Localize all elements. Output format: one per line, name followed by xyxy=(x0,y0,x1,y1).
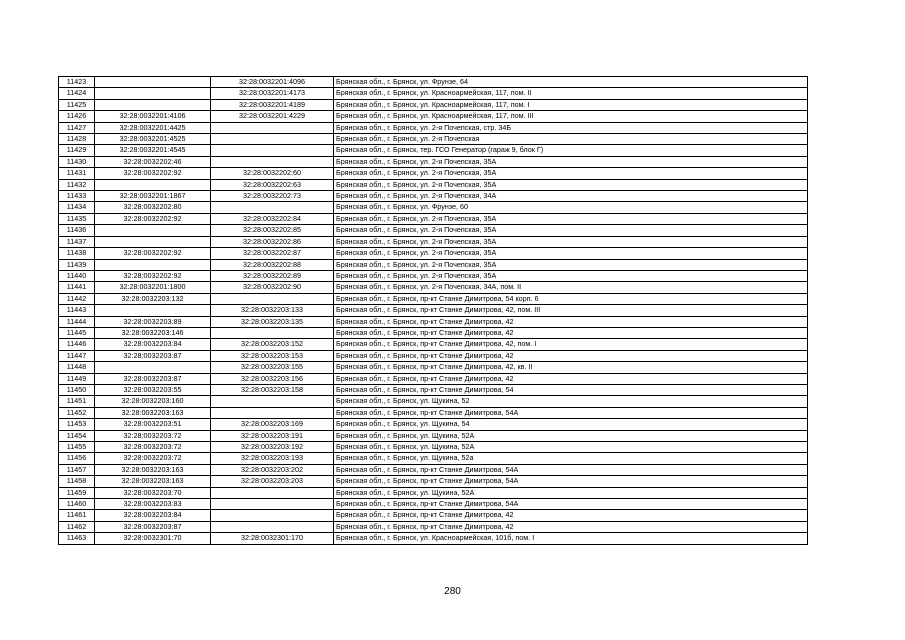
row-number-cell: 11434 xyxy=(59,202,95,213)
registry-table-body xyxy=(59,77,808,545)
row-number-cell: 11454 xyxy=(59,430,95,441)
address-cell: Брянская обл., г. Брянск, ул. Щукина, 52А xyxy=(334,487,808,498)
address-cell: Брянская обл., г. Брянск, ул. 2-я Почепская, 35А xyxy=(334,225,808,236)
cadastral-number-cell: 32:28:0032201:1800 xyxy=(95,282,211,293)
row-number-cell: 11453 xyxy=(59,419,95,430)
cadastral-number-cell: 32:28:0032203:84 xyxy=(95,339,211,350)
row-number-cell: 11448 xyxy=(59,362,95,373)
address-cell: Брянская обл., г. Брянск, ул. 2-я Почепская, 35А xyxy=(334,156,808,167)
address-cell: Брянская обл., г. Брянск, тер. ГСО Генератор (гараж 9, блок Г) xyxy=(334,145,808,156)
table-row xyxy=(59,316,808,327)
row-number-cell: 11455 xyxy=(59,442,95,453)
row-number-cell: 11439 xyxy=(59,259,95,270)
cadastral-number-cell: 32:28:0032301:70 xyxy=(95,533,211,544)
object-cadastral-number-cell xyxy=(211,510,334,521)
object-cadastral-number-cell: 32:28:0032202:84 xyxy=(211,213,334,224)
table-row xyxy=(59,384,808,395)
object-cadastral-number-cell xyxy=(211,499,334,510)
row-number-cell: 11431 xyxy=(59,168,95,179)
row-number-cell: 11428 xyxy=(59,134,95,145)
cadastral-number-cell xyxy=(95,236,211,247)
row-number-cell: 11457 xyxy=(59,464,95,475)
row-number-cell: 11433 xyxy=(59,191,95,202)
row-number-cell: 11436 xyxy=(59,225,95,236)
cadastral-number-cell: 32:28:0032202:80 xyxy=(95,202,211,213)
row-number-cell: 11442 xyxy=(59,293,95,304)
cadastral-number-cell: 32:28:0032203:55 xyxy=(95,384,211,395)
object-cadastral-number-cell xyxy=(211,122,334,133)
row-number-cell: 11462 xyxy=(59,521,95,532)
table-row xyxy=(59,362,808,373)
object-cadastral-number-cell: 32:28:0032203:156 xyxy=(211,373,334,384)
table-row xyxy=(59,487,808,498)
address-cell: Брянская обл., г. Брянск, пр-кт Станке Димитрова, 42, кв. II xyxy=(334,362,808,373)
row-number-cell: 11461 xyxy=(59,510,95,521)
row-number-cell: 11458 xyxy=(59,476,95,487)
object-cadastral-number-cell: 32:28:0032203:191 xyxy=(211,430,334,441)
cadastral-number-cell: 32:28:0032203:87 xyxy=(95,521,211,532)
table-row xyxy=(59,213,808,224)
address-cell: Брянская обл., г. Брянск, ул. Красноармейская, 101б, пом. I xyxy=(334,533,808,544)
object-cadastral-number-cell: 32:28:0032202:60 xyxy=(211,168,334,179)
row-number-cell: 11437 xyxy=(59,236,95,247)
address-cell: Брянская обл., г. Брянск, ул. 2-я Почепская, 35А xyxy=(334,248,808,259)
cadastral-number-cell xyxy=(95,179,211,190)
table-row xyxy=(59,282,808,293)
address-cell: Брянская обл., г. Брянск, пр-кт Станке Димитрова, 54 корп. 6 xyxy=(334,293,808,304)
object-cadastral-number-cell: 32:28:0032203:158 xyxy=(211,384,334,395)
object-cadastral-number-cell: 32:28:0032203:135 xyxy=(211,316,334,327)
table-row xyxy=(59,259,808,270)
row-number-cell: 11460 xyxy=(59,499,95,510)
cadastral-number-cell: 32:28:0032203:87 xyxy=(95,373,211,384)
object-cadastral-number-cell: 32:28:0032203:169 xyxy=(211,419,334,430)
cadastral-number-cell: 32:28:0032203:83 xyxy=(95,499,211,510)
address-cell: Брянская обл., г. Брянск, ул. 2-я Почепская, 34А, пом. II xyxy=(334,282,808,293)
table-row xyxy=(59,430,808,441)
table-row xyxy=(59,156,808,167)
address-cell: Брянская обл., г. Брянск, ул. 2-я Почепская, 34А xyxy=(334,191,808,202)
table-row xyxy=(59,453,808,464)
address-cell: Брянская обл., г. Брянск, ул. 2-я Почепская, 35А xyxy=(334,270,808,281)
row-number-cell: 11427 xyxy=(59,122,95,133)
row-number-cell: 11440 xyxy=(59,270,95,281)
cadastral-number-cell xyxy=(95,99,211,110)
object-cadastral-number-cell: 32:28:0032203:192 xyxy=(211,442,334,453)
table-row xyxy=(59,191,808,202)
row-number-cell: 11438 xyxy=(59,248,95,259)
cadastral-number-cell: 32:28:0032201:4106 xyxy=(95,111,211,122)
table-row xyxy=(59,111,808,122)
address-cell: Брянская обл., г. Брянск, ул. Красноармейская, 117, пом. I xyxy=(334,99,808,110)
address-cell: Брянская обл., г. Брянск, ул. 2-я Почепская, стр. 34Б xyxy=(334,122,808,133)
table-row xyxy=(59,99,808,110)
address-cell: Брянская обл., г. Брянск, пр-кт Станке Димитрова, 54А xyxy=(334,499,808,510)
address-cell: Брянская обл., г. Брянск, пр-кт Станке Димитрова, 42 xyxy=(334,510,808,521)
address-cell: Брянская обл., г. Брянск, пр-кт Станке Димитрова, 42 xyxy=(334,373,808,384)
address-cell: Брянская обл., г. Брянск, ул. 2-я Почепская xyxy=(334,134,808,145)
table-row xyxy=(59,350,808,361)
object-cadastral-number-cell: 32:28:0032202:87 xyxy=(211,248,334,259)
table-row xyxy=(59,145,808,156)
object-cadastral-number-cell: 32:28:0032203:155 xyxy=(211,362,334,373)
row-number-cell: 11447 xyxy=(59,350,95,361)
cadastral-number-cell: 32:28:0032202:46 xyxy=(95,156,211,167)
address-cell: Брянская обл., г. Брянск, ул. Щукина, 52а xyxy=(334,453,808,464)
row-number-cell: 11429 xyxy=(59,145,95,156)
cadastral-number-cell: 32:28:0032203:84 xyxy=(95,510,211,521)
object-cadastral-number-cell xyxy=(211,202,334,213)
object-cadastral-number-cell xyxy=(211,293,334,304)
object-cadastral-number-cell: 32:28:0032202:88 xyxy=(211,259,334,270)
object-cadastral-number-cell xyxy=(211,396,334,407)
object-cadastral-number-cell: 32:28:0032301:170 xyxy=(211,533,334,544)
object-cadastral-number-cell: 32:28:0032202:85 xyxy=(211,225,334,236)
row-number-cell: 11459 xyxy=(59,487,95,498)
row-number-cell: 11432 xyxy=(59,179,95,190)
table-row xyxy=(59,77,808,88)
cadastral-number-cell: 32:28:0032201:4525 xyxy=(95,134,211,145)
address-cell: Брянская обл., г. Брянск, пр-кт Станке Димитрова, 54А xyxy=(334,476,808,487)
object-cadastral-number-cell xyxy=(211,156,334,167)
object-cadastral-number-cell: 32:28:0032203:203 xyxy=(211,476,334,487)
address-cell: Брянская обл., г. Брянск, ул. Фрунзе, 64 xyxy=(334,77,808,88)
address-cell: Брянская обл., г. Брянск, ул. 2-я Почепская, 35А xyxy=(334,259,808,270)
row-number-cell: 11435 xyxy=(59,213,95,224)
cadastral-number-cell: 32:28:0032203:146 xyxy=(95,327,211,338)
cadastral-number-cell: 32:28:0032203:163 xyxy=(95,464,211,475)
cadastral-number-cell: 32:28:0032202:92 xyxy=(95,270,211,281)
cadastral-number-cell xyxy=(95,225,211,236)
object-cadastral-number-cell: 32:28:0032201:4189 xyxy=(211,99,334,110)
row-number-cell: 11444 xyxy=(59,316,95,327)
cadastral-number-cell: 32:28:0032203:87 xyxy=(95,350,211,361)
address-cell: Брянская обл., г. Брянск, ул. Красноармейская, 117, пом. III xyxy=(334,111,808,122)
table-row xyxy=(59,225,808,236)
object-cadastral-number-cell xyxy=(211,145,334,156)
cadastral-number-cell: 32:28:0032203:132 xyxy=(95,293,211,304)
object-cadastral-number-cell: 32:28:0032203:152 xyxy=(211,339,334,350)
cadastral-number-cell xyxy=(95,259,211,270)
cadastral-number-cell: 32:28:0032203:163 xyxy=(95,407,211,418)
address-cell: Брянская обл., г. Брянск, пр-кт Станке Димитрова, 42 xyxy=(334,316,808,327)
cadastral-number-cell xyxy=(95,362,211,373)
table-row xyxy=(59,236,808,247)
address-cell: Брянская обл., г. Брянск, ул. 2-я Почепская, 35А xyxy=(334,213,808,224)
cadastral-number-cell: 32:28:0032203:72 xyxy=(95,430,211,441)
object-cadastral-number-cell: 32:28:0032202:63 xyxy=(211,179,334,190)
address-cell: Брянская обл., г. Брянск, пр-кт Станке Димитрова, 42, пом. I xyxy=(334,339,808,350)
table-row xyxy=(59,270,808,281)
row-number-cell: 11446 xyxy=(59,339,95,350)
cadastral-number-cell xyxy=(95,88,211,99)
row-number-cell: 11449 xyxy=(59,373,95,384)
object-cadastral-number-cell: 32:28:0032201:4096 xyxy=(211,77,334,88)
row-number-cell: 11441 xyxy=(59,282,95,293)
table-row xyxy=(59,122,808,133)
table-row xyxy=(59,88,808,99)
cadastral-number-cell: 32:28:0032201:4425 xyxy=(95,122,211,133)
address-cell: Брянская обл., г. Брянск, ул. Щукина, 52А xyxy=(334,430,808,441)
address-cell: Брянская обл., г. Брянск, ул. Щукина, 52А xyxy=(334,442,808,453)
address-cell: Брянская обл., г. Брянск, пр-кт Станке Димитрова, 54 xyxy=(334,384,808,395)
table-row xyxy=(59,168,808,179)
table-row xyxy=(59,442,808,453)
object-cadastral-number-cell: 32:28:0032202:89 xyxy=(211,270,334,281)
cadastral-number-cell: 32:28:0032203:70 xyxy=(95,487,211,498)
object-cadastral-number-cell: 32:28:0032203:153 xyxy=(211,350,334,361)
address-cell: Брянская обл., г. Брянск, ул. 2-я Почепская, 35А xyxy=(334,179,808,190)
row-number-cell: 11452 xyxy=(59,407,95,418)
cadastral-number-cell: 32:28:0032203:72 xyxy=(95,453,211,464)
address-cell: Брянская обл., г. Брянск, пр-кт Станке Димитрова, 42 xyxy=(334,521,808,532)
table-row xyxy=(59,293,808,304)
row-number-cell: 11456 xyxy=(59,453,95,464)
address-cell: Брянская обл., г. Брянск, ул. Красноармейская, 117, пом. II xyxy=(334,88,808,99)
address-cell: Брянская обл., г. Брянск, ул. 2-я Почепская, 35А xyxy=(334,236,808,247)
cadastral-number-cell: 32:28:0032203:89 xyxy=(95,316,211,327)
object-cadastral-number-cell xyxy=(211,134,334,145)
table-row xyxy=(59,407,808,418)
row-number-cell: 11445 xyxy=(59,327,95,338)
table-row xyxy=(59,339,808,350)
table-row xyxy=(59,476,808,487)
cadastral-number-cell xyxy=(95,77,211,88)
table-row xyxy=(59,134,808,145)
object-cadastral-number-cell: 32:28:0032202:90 xyxy=(211,282,334,293)
object-cadastral-number-cell: 32:28:0032203:133 xyxy=(211,305,334,316)
cadastral-number-cell: 32:28:0032201:1867 xyxy=(95,191,211,202)
table-row xyxy=(59,464,808,475)
row-number-cell: 11430 xyxy=(59,156,95,167)
object-cadastral-number-cell: 32:28:0032201:4229 xyxy=(211,111,334,122)
row-number-cell: 11423 xyxy=(59,77,95,88)
table-row xyxy=(59,419,808,430)
cadastral-number-cell: 32:28:0032201:4545 xyxy=(95,145,211,156)
cadastral-number-cell: 32:28:0032203:160 xyxy=(95,396,211,407)
table-row xyxy=(59,373,808,384)
table-row xyxy=(59,396,808,407)
object-cadastral-number-cell: 32:28:0032202:73 xyxy=(211,191,334,202)
object-cadastral-number-cell xyxy=(211,521,334,532)
address-cell: Брянская обл., г. Брянск, пр-кт Станке Димитрова, 42 xyxy=(334,350,808,361)
object-cadastral-number-cell xyxy=(211,327,334,338)
address-cell: Брянская обл., г. Брянск, ул. Щукина, 54 xyxy=(334,419,808,430)
object-cadastral-number-cell: 32:28:0032202:86 xyxy=(211,236,334,247)
address-cell: Брянская обл., г. Брянск, пр-кт Станке Димитрова, 54А xyxy=(334,407,808,418)
address-cell: Брянская обл., г. Брянск, ул. 2-я Почепская, 35А xyxy=(334,168,808,179)
cadastral-number-cell: 32:28:0032203:163 xyxy=(95,476,211,487)
row-number-cell: 11451 xyxy=(59,396,95,407)
table-row xyxy=(59,179,808,190)
object-cadastral-number-cell: 32:28:0032203:202 xyxy=(211,464,334,475)
table-row xyxy=(59,305,808,316)
page-number: 280 xyxy=(444,586,461,597)
address-cell: Брянская обл., г. Брянск, ул. Фрунзе, 60 xyxy=(334,202,808,213)
table-row xyxy=(59,499,808,510)
cadastral-number-cell: 32:28:0032202:92 xyxy=(95,248,211,259)
row-number-cell: 11426 xyxy=(59,111,95,122)
address-cell: Брянская обл., г. Брянск, пр-кт Станке Димитрова, 42, пом. III xyxy=(334,305,808,316)
cadastral-number-cell xyxy=(95,305,211,316)
row-number-cell: 11425 xyxy=(59,99,95,110)
cadastral-number-cell: 32:28:0032203:51 xyxy=(95,419,211,430)
object-cadastral-number-cell xyxy=(211,407,334,418)
table-row xyxy=(59,521,808,532)
table-row xyxy=(59,327,808,338)
cadastral-number-cell: 32:28:0032203:72 xyxy=(95,442,211,453)
object-cadastral-number-cell: 32:28:0032203:193 xyxy=(211,453,334,464)
table-row xyxy=(59,533,808,544)
table-row xyxy=(59,248,808,259)
registry-table xyxy=(58,76,808,545)
object-cadastral-number-cell xyxy=(211,487,334,498)
table-row xyxy=(59,202,808,213)
row-number-cell: 11463 xyxy=(59,533,95,544)
row-number-cell: 11450 xyxy=(59,384,95,395)
cadastral-number-cell: 32:28:0032202:92 xyxy=(95,168,211,179)
address-cell: Брянская обл., г. Брянск, пр-кт Станке Димитрова, 54А xyxy=(334,464,808,475)
cadastral-number-cell: 32:28:0032202:92 xyxy=(95,213,211,224)
table-row xyxy=(59,510,808,521)
row-number-cell: 11443 xyxy=(59,305,95,316)
row-number-cell: 11424 xyxy=(59,88,95,99)
address-cell: Брянская обл., г. Брянск, ул. Щукина, 52 xyxy=(334,396,808,407)
address-cell: Брянская обл., г. Брянск, пр-кт Станке Димитрова, 42 xyxy=(334,327,808,338)
object-cadastral-number-cell: 32:28:0032201:4173 xyxy=(211,88,334,99)
